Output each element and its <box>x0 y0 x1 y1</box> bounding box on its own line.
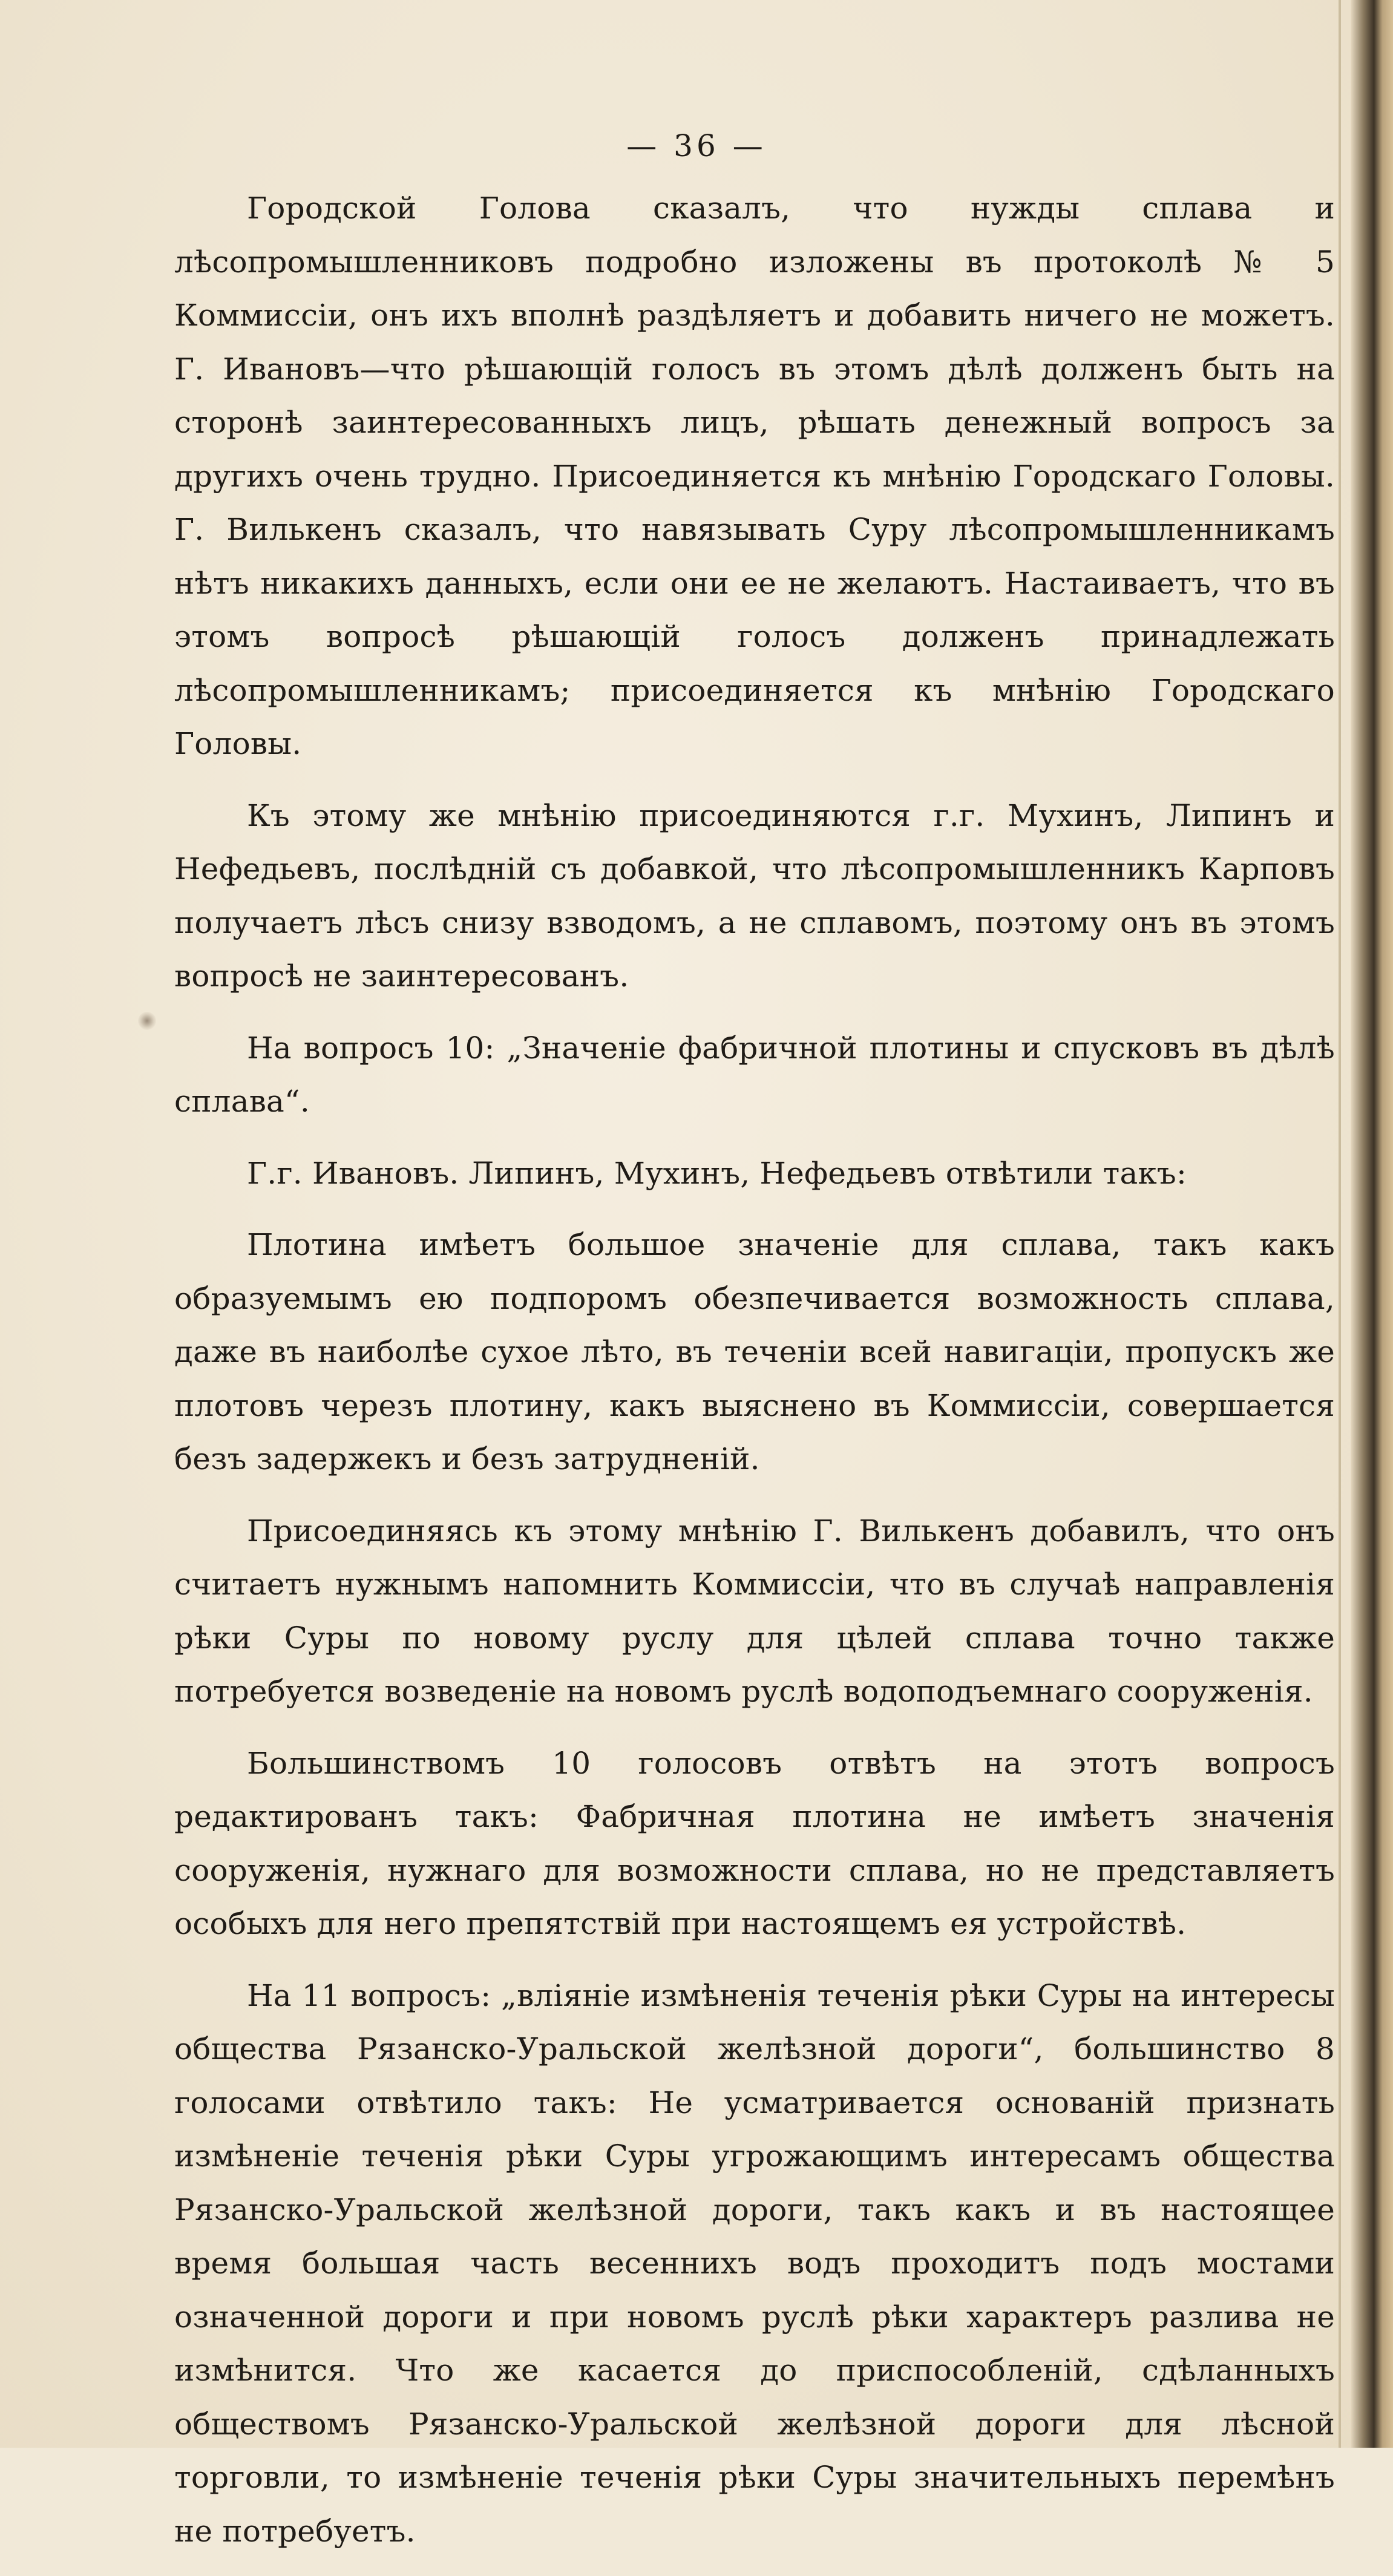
paragraph: Г.г. Ивановъ. Липинъ, Мухинъ, Нефедьевъ отвѣтили такъ: <box>247 1155 1187 1191</box>
paragraph: Плотина имѣетъ большое значеніе для сплава, такъ какъ образуемымъ ею подпоромъ обезпечивается возможность сплава, даже въ наиболѣе сухое лѣто, въ теченіи всей навигаціи, пропускъ же плотовъ черезъ плотину, какъ выяснено въ Коммиссіи, совершается безъ задержекъ и безъ затрудненій. <box>174 1227 1335 1476</box>
paragraph: Къ этому же мнѣнію присоединяются г.г. Мухинъ, Липинъ и Нефедьевъ, послѣдній съ добавкой, что лѣсопромышленникъ Карповъ получаетъ лѣсъ снизу взводомъ, а не сплавомъ, поэтому онъ въ этомъ вопросѣ не заинтересованъ. <box>174 798 1335 994</box>
paragraph: На 11 вопросъ: „вліяніе измѣненія теченія рѣки Суры на интересы общества Рязанско-Уральской желѣзной дороги“, большинство 8 голосами отвѣтило такъ: Не усматривается основаній признать измѣненіе теченія рѣки Суры угрожающимъ интересамъ общества Рязанско-Уральской желѣзной дороги, такъ какъ и въ настоящее время большая часть весеннихъ водъ проходитъ подъ мостами означенной дороги и при новомъ руслѣ рѣки характеръ разлива не измѣнится. Что же касается до приспособленій, сдѣланныхъ обществомъ Рязанско-Уральской желѣзной дороги для лѣсной торговли, то измѣненіе теченія рѣки Суры значительныхъ перемѣнъ не потребуетъ. <box>174 1978 1335 2549</box>
book-spine-edge <box>1351 0 1393 2448</box>
paragraph: Большинствомъ 10 голосовъ отвѣтъ на этотъ вопросъ редактированъ такъ: Фабричная плотина не имѣетъ значенія сооруженія, нужнаго для возможности сплава, но не представляетъ особыхъ для него препятствій при настоящемъ ея устройствѣ. <box>174 1745 1335 1941</box>
body-text <box>174 182 1335 2576</box>
page-number: — 36 — <box>626 128 767 163</box>
paragraph: Городской Голова сказалъ, что нужды сплава и лѣсопромышленниковъ подробно изложены въ протоколѣ № 5 Коммиссіи, онъ ихъ вполнѣ раздѣляетъ и добавить ничего не можетъ. Г. Ивановъ—что рѣшающій голосъ въ этомъ дѣлѣ долженъ быть на сторонѣ заинтересованныхъ лицъ, рѣшать денежный вопросъ за другихъ очень трудно. Присоединяется къ мнѣнію Городскаго Головы. Г. Вилькенъ сказалъ, что навязывать Суру лѣсопромышленникамъ нѣтъ никакихъ данныхъ, если они ее не желаютъ. Настаиваетъ, что въ этомъ вопросѣ рѣшающій голосъ долженъ принадлежать лѣсопромышленникамъ; присоединяется къ мнѣнію Городскаго Головы. <box>174 191 1335 761</box>
ink-smudge <box>138 1012 156 1030</box>
paragraph: На вопросъ 10: „Значеніе фабричной плотины и спусковъ въ дѣлѣ сплава“. <box>174 1030 1335 1119</box>
paragraph: Присоединяясь къ этому мнѣнію Г. Вилькенъ добавилъ, что онъ считаетъ нужнымъ напомнить Коммиссіи, что въ случаѣ направленія рѣки Суры по новому руслу для цѣлей сплава точно также потребуется возведеніе на новомъ руслѣ водоподъемнаго сооруженія. <box>174 1513 1335 1709</box>
page-fold-line <box>1339 0 1341 2448</box>
